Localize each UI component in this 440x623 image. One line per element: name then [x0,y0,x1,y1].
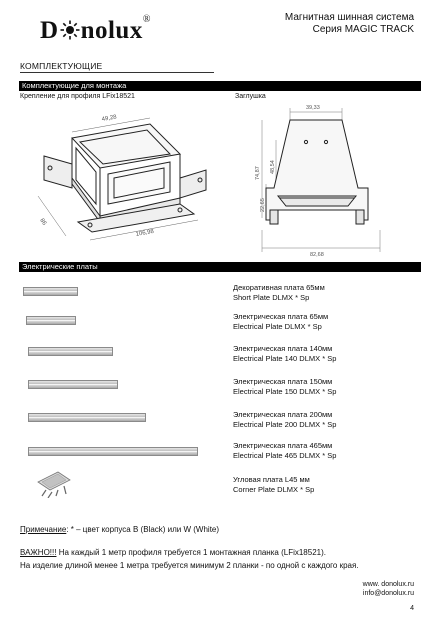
brand-logo [40,14,151,45]
header-title: Магнитная шинная система [284,12,414,23]
plate-label-en-3: Electrical Plate 150 DLMX * Sp [233,387,337,396]
plug-caption: Заглушка [235,93,266,100]
important-line [20,547,326,558]
bracket-dim-top: 49,28 [101,114,118,123]
plate-label-en-1: Electrical Plate DLMX * Sp [233,322,322,331]
plate-image-150 [28,380,118,389]
plate-label-ru-0: Декоративная плата 65мм [233,283,325,292]
plug-dim-width: 82,68 [310,252,324,258]
page-number: 4 [410,605,414,612]
footer-website[interactable]: www. donolux.ru [362,581,414,588]
bracket-drawing [30,104,215,254]
plate-label-en-5: Electrical Plate 465 DLMX * Sp [233,451,337,460]
plate-label-ru-4: Электрическая плата 200мм [233,410,333,419]
trademark-symbol: ® [142,14,151,25]
plug-dim-low: 22,65 [260,198,266,212]
bracket-caption: Крепление для профиля LFix18521 [20,93,135,100]
plate-label-en-4: Electrical Plate 200 DLMX * Sp [233,420,337,429]
plate-label-en-2: Electrical Plate 140 DLMX * Sp [233,354,337,363]
bracket-dim-bottom: 106,98 [135,228,155,238]
plate-label-ru-2: Электрическая плата 140мм [233,344,333,353]
plug-dim-height: 74,87 [255,166,261,180]
plate-label-ru-3: Электрическая плата 150мм [233,377,333,386]
plate-label-ru-5: Электрическая плата 465мм [233,441,333,450]
plate-image-65 [26,316,76,325]
note-label: Примечание [20,525,67,534]
plate-label-en-6: Corner Plate DLMX * Sp [233,485,315,494]
important-text: На каждый 1 метр профиля требуется 1 монтажная планка (LFix18521). [56,548,326,557]
plug-dim-mid: 48,54 [270,160,276,174]
header-series: Серия MAGIC TRACK [312,24,414,35]
sun-logo-icon [60,20,80,40]
important-second-line: На изделие длиной менее 1 метра требуется минимум 2 планки - по одной с каждого края. [20,561,359,570]
note-line [20,524,219,535]
plate-label-ru-6: Угловая плата L45 мм [233,475,310,484]
mounting-bar: Комплектующие для монтажа [19,81,421,91]
plate-image-200 [28,413,146,422]
bracket-dim-side: 86 [38,217,48,227]
footer-email[interactable]: info@donolux.ru [362,590,414,597]
section-underline [20,72,214,73]
plate-label-en-0: Short Plate DLMX * Sp [233,293,310,302]
plug-drawing [244,100,394,260]
plate-image-140 [28,347,113,356]
note-text: : * – цвет корпуса B (Black) или W (White) [66,525,220,534]
plate-label-ru-1: Электрическая плата 65мм [233,312,329,321]
section-title: КОМПЛЕКТУЮЩИЕ [20,61,103,71]
plug-dim-top: 39,33 [306,105,320,111]
plate-image-corner [32,468,84,498]
important-label: ВАЖНО!!! [20,548,57,557]
brand-logo-d: D [40,17,59,44]
brand-logo-rest: nolux [80,17,143,44]
plates-bar: Электрические платы [19,262,421,272]
plate-image-decorative-65 [23,287,78,296]
plate-image-465 [28,447,198,456]
